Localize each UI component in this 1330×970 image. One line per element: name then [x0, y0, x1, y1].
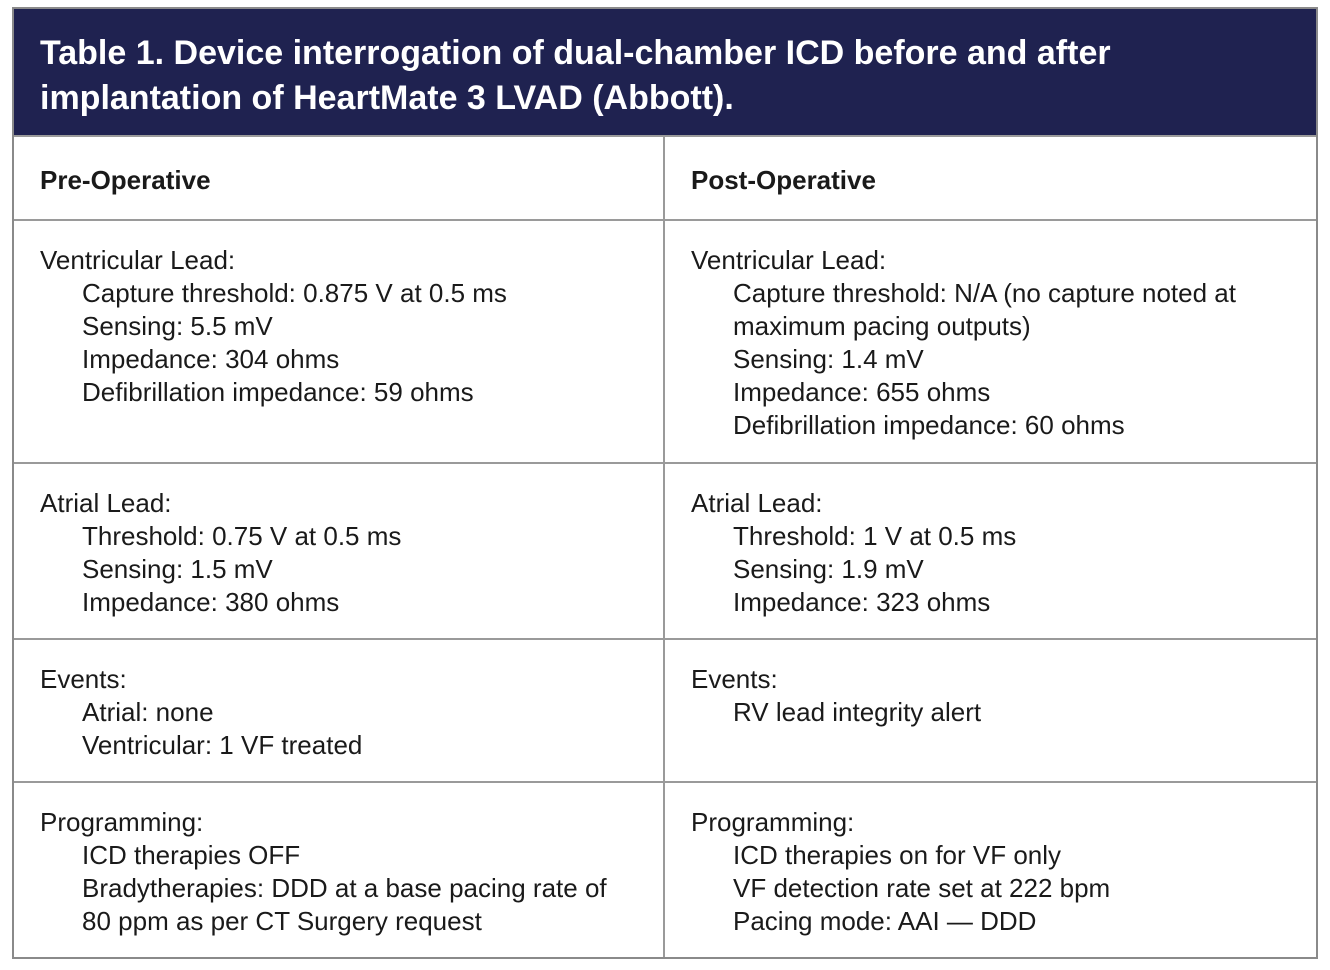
table-title: Table 1. Device interrogation of dual-chamber ICD before and after implantation of HeartMate 3 LVAD (Abbott).	[40, 34, 1111, 117]
section-label: Ventricular Lead:	[40, 245, 236, 275]
post-atrial-cell	[665, 464, 1316, 638]
value-line: Sensing: 5.5 mV	[82, 311, 273, 341]
header-post-operative: Post-Operative	[691, 165, 876, 195]
value-line: Capture threshold: 0.875 V at 0.5 ms	[82, 278, 507, 308]
value-line: Defibrillation impedance: 60 ohms	[733, 410, 1125, 440]
value-line: Sensing: 1.5 mV	[82, 554, 273, 584]
value-line: Sensing: 1.9 mV	[733, 554, 924, 584]
value-line: Ventricular: 1 VF treated	[82, 730, 363, 760]
value-line: ICD therapies on for VF only	[733, 840, 1062, 870]
value-line: Threshold: 0.75 V at 0.5 ms	[82, 521, 402, 551]
value-line: Impedance: 323 ohms	[733, 587, 991, 617]
table-row	[14, 638, 1316, 781]
table-row	[14, 781, 1316, 957]
value-line: ICD therapies OFF	[82, 840, 301, 870]
post-ventricular-cell	[665, 221, 1316, 462]
value-line: Sensing: 1.4 mV	[733, 344, 924, 374]
pre-events-cell	[14, 640, 665, 781]
value-line: Impedance: 304 ohms	[82, 344, 340, 374]
section-label: Ventricular Lead:	[691, 245, 887, 275]
section-label: Events:	[40, 664, 127, 694]
table-title-bar	[14, 9, 1316, 135]
value-line: Threshold: 1 V at 0.5 ms	[733, 521, 1017, 551]
section-label: Programming:	[40, 807, 204, 837]
device-interrogation-table	[12, 7, 1318, 959]
section-label: Programming:	[691, 807, 855, 837]
post-events-cell	[665, 640, 1316, 781]
pre-ventricular-cell	[14, 221, 665, 462]
table-row	[14, 219, 1316, 462]
value-line: Defibrillation impedance: 59 ohms	[82, 377, 474, 407]
value-line: RV lead integrity alert	[733, 697, 982, 727]
table-grid	[14, 135, 1316, 957]
value-line: Bradytherapies: DDD at a base pacing rate of	[82, 873, 607, 903]
value-line: Atrial: none	[82, 697, 214, 727]
value-line: Capture threshold: N/A (no capture noted at	[733, 278, 1236, 308]
header-row	[14, 135, 1316, 219]
pre-programming-cell	[14, 783, 665, 957]
post-programming-cell	[665, 783, 1316, 957]
value-line: Pacing mode: AAI — DDD	[733, 906, 1037, 936]
pre-atrial-cell	[14, 464, 665, 638]
header-pre-operative: Pre-Operative	[14, 137, 665, 219]
value-line: 80 ppm as per CT Surgery request	[82, 906, 482, 936]
value-line: maximum pacing outputs)	[733, 311, 1031, 341]
section-label: Events:	[691, 664, 778, 694]
section-label: Atrial Lead:	[40, 488, 172, 518]
value-line: Impedance: 380 ohms	[82, 587, 340, 617]
section-label: Atrial Lead:	[691, 488, 823, 518]
value-line: VF detection rate set at 222 bpm	[733, 873, 1111, 903]
table-row	[14, 462, 1316, 638]
value-line: Impedance: 655 ohms	[733, 377, 991, 407]
